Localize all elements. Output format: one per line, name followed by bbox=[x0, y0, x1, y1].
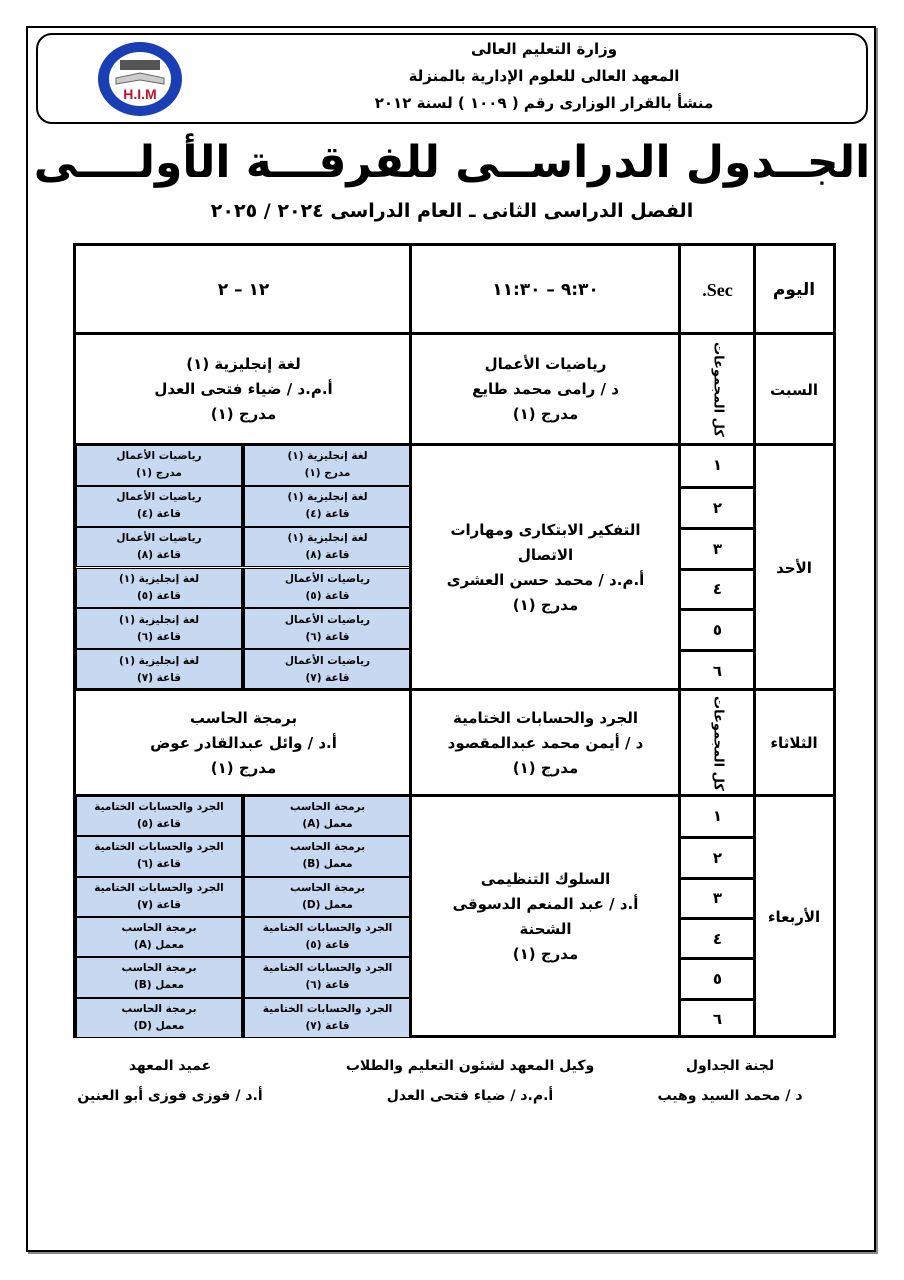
schedule-table bbox=[73, 243, 836, 1038]
signature-name: أ.م.د / ضياء فتحى العدل bbox=[386, 1088, 554, 1104]
group-cell bbox=[244, 998, 411, 1038]
group-cell bbox=[76, 527, 244, 568]
room: قاعة (٥) bbox=[136, 818, 182, 831]
section-number: ٣ bbox=[680, 527, 755, 568]
room: مدرج (١) bbox=[512, 758, 579, 777]
course-name: لغة إنجليزية (١) bbox=[118, 654, 200, 667]
section-number: ٢ bbox=[680, 836, 755, 876]
room: قاعة (٦) bbox=[136, 858, 182, 871]
page-subtitle: الفصل الدراسى الثانى ـ العام الدراسى ٢٠٢٤ / ٢٠٢٥ bbox=[210, 200, 694, 222]
day-tuesday: الثلاثاء bbox=[770, 734, 818, 752]
room: قاعة (٤) bbox=[305, 508, 350, 521]
wednesday-slot1 bbox=[411, 796, 680, 1038]
sunday-slot2-groups bbox=[76, 445, 411, 690]
group-cell bbox=[76, 445, 244, 486]
header-slot2: ١٢ – ٢ bbox=[217, 280, 270, 300]
room: قاعة (٤) bbox=[136, 508, 182, 521]
group-cell bbox=[76, 998, 244, 1038]
course-name: الجرد والحسابات الختامية bbox=[262, 922, 393, 935]
room: قاعة (٨) bbox=[305, 549, 350, 562]
group-cell bbox=[76, 917, 244, 957]
grid-line bbox=[678, 246, 681, 1038]
section-number: ٥ bbox=[680, 957, 755, 997]
course-name: رياضيات الأعمال bbox=[284, 654, 371, 667]
instructor-name-cont: الشحنة bbox=[519, 920, 572, 938]
course-name: رياضيات الأعمال bbox=[116, 450, 202, 463]
course-name: لغة إنجليزية (١) bbox=[287, 491, 368, 504]
day-saturday: السبت bbox=[769, 380, 819, 399]
course-name: برمجة الحاسب bbox=[121, 922, 197, 935]
course-name: رياضيات الأعمال bbox=[116, 532, 202, 545]
room: قاعة (٥) bbox=[305, 589, 350, 602]
course-name: لغة إنجليزية (١) bbox=[287, 532, 368, 545]
room: معمل (A) bbox=[133, 939, 185, 952]
course-name: رياضيات الأعمال bbox=[116, 491, 202, 504]
course-name: السلوك التنظيمى bbox=[480, 870, 611, 888]
sunday-sections bbox=[680, 445, 755, 690]
section-number: ٥ bbox=[680, 608, 755, 649]
room: مدرج (١) bbox=[512, 595, 579, 614]
signature-role: عميد المعهد bbox=[128, 1058, 212, 1074]
instructor-name: أ.م.د / ضياء فتحى العدل bbox=[154, 380, 333, 398]
group-cell bbox=[244, 486, 411, 527]
group-cell bbox=[76, 608, 244, 649]
course-name: برمجة الحاسب bbox=[121, 962, 197, 975]
group-cell bbox=[244, 877, 411, 917]
instructor-name: أ.م.د / محمد حسن العشرى bbox=[446, 570, 645, 589]
course-name: لغة إنجليزية (١) bbox=[118, 613, 200, 626]
group-cell bbox=[244, 649, 411, 690]
group-cell bbox=[244, 568, 411, 609]
group-cell bbox=[76, 836, 244, 876]
room: معمل (D) bbox=[133, 1019, 185, 1032]
course-name: برمجة الحاسب bbox=[189, 708, 298, 727]
room: مدرج (١) bbox=[304, 467, 351, 480]
page-title: الجــدول الدراســى للفرقـــة الأولــــى bbox=[33, 137, 871, 188]
course-name: التفكير الابتكارى ومهارات bbox=[450, 520, 641, 539]
room: قاعة (٧) bbox=[136, 898, 182, 911]
group-cell bbox=[76, 796, 244, 836]
course-name: لغة إنجليزية (١) bbox=[186, 355, 301, 373]
group-cell bbox=[76, 486, 244, 527]
saturday-slot2 bbox=[76, 334, 411, 445]
logo-text: H.I.M bbox=[123, 86, 157, 102]
header-sec: Sec. bbox=[702, 279, 733, 300]
course-name: الجرد والحسابات الختامية bbox=[262, 1002, 393, 1015]
course-name: لغة إنجليزية (١) bbox=[287, 450, 368, 463]
room: قاعة (٦) bbox=[136, 630, 182, 643]
grid-line bbox=[76, 443, 833, 446]
ministry-name: وزارة التعليم العالى bbox=[470, 40, 618, 58]
course-name: الجرد والحسابات الختامية bbox=[262, 962, 393, 975]
signature-vice-dean bbox=[310, 1058, 630, 1104]
room: مدرج (١) bbox=[512, 405, 579, 423]
group-cell bbox=[244, 957, 411, 997]
section-number: ٤ bbox=[680, 568, 755, 609]
room: مدرج (١) bbox=[210, 405, 277, 423]
course-name: رياضيات الأعمال bbox=[484, 355, 607, 373]
course-name: الجرد والحسابات الختامية bbox=[94, 841, 224, 854]
instructor-name: أ.د / وائل عبدالقادر عوض bbox=[150, 733, 337, 752]
grid-line bbox=[76, 332, 833, 335]
room: معمل (B) bbox=[302, 858, 353, 871]
room: قاعة (٦) bbox=[305, 979, 350, 992]
signature-role: وكيل المعهد لشئون التعليم والطلاب bbox=[345, 1058, 595, 1074]
section-number: ١ bbox=[712, 456, 723, 475]
group-cell bbox=[244, 608, 411, 649]
signature-role: لجنة الجداول bbox=[685, 1058, 775, 1074]
tuesday-slot2 bbox=[76, 690, 411, 796]
room: مدرج (١) bbox=[512, 945, 579, 963]
course-name: برمجة الحاسب bbox=[289, 841, 366, 854]
section-number: ٦ bbox=[680, 998, 755, 1038]
grid-line bbox=[409, 246, 412, 1038]
course-name: برمجة الحاسب bbox=[121, 1002, 197, 1015]
grid-line bbox=[76, 794, 833, 797]
decree-line: منشأ بالقرار الوزارى رقم ( ١٠٠٩ ) لسنة ٢٠١٢ bbox=[374, 94, 714, 112]
group-cell bbox=[76, 877, 244, 917]
section-number: ٣ bbox=[680, 877, 755, 917]
room: قاعة (٧) bbox=[305, 1019, 350, 1032]
group-cell bbox=[76, 649, 244, 690]
course-name: برمجة الحاسب bbox=[289, 801, 366, 814]
grid-line bbox=[76, 688, 833, 691]
institute-logo bbox=[96, 40, 184, 118]
section-number: ٢ bbox=[680, 486, 755, 527]
group-cell bbox=[76, 568, 244, 609]
signature-schedules-committee bbox=[620, 1058, 840, 1104]
room: قاعة (٥) bbox=[136, 589, 182, 602]
course-name: الجرد والحسابات الختامية bbox=[94, 881, 224, 894]
header-text bbox=[334, 36, 754, 117]
room: معمل (B) bbox=[133, 979, 185, 992]
day-wednesday: الأربعاء bbox=[767, 908, 821, 926]
wednesday-slot2-groups bbox=[76, 796, 411, 1038]
group-cell bbox=[244, 527, 411, 568]
room: قاعة (٦) bbox=[305, 630, 350, 643]
section-number: ٤ bbox=[680, 917, 755, 957]
course-name: برمجة الحاسب bbox=[289, 881, 366, 894]
tuesday-slot1 bbox=[411, 690, 680, 796]
room: مدرج (١) bbox=[210, 758, 277, 777]
course-name: رياضيات الأعمال bbox=[284, 613, 371, 626]
course-name-cont: الاتصال bbox=[517, 545, 574, 564]
course-name: الجرد والحسابات الختامية bbox=[452, 708, 639, 727]
all-groups-tuesday: كل المجموعات bbox=[710, 695, 726, 791]
group-cell bbox=[244, 836, 411, 876]
room: قاعة (٥) bbox=[305, 939, 350, 952]
room: قاعة (٧) bbox=[136, 671, 182, 684]
instructor-name: أ.د / عبد المنعم الدسوقى bbox=[452, 895, 639, 913]
wednesday-sections bbox=[680, 796, 755, 1038]
institute-name: المعهد العالى للعلوم الإدارية بالمنزلة bbox=[408, 67, 680, 85]
group-cell bbox=[244, 917, 411, 957]
instructor-name: د / رامى محمد طايع bbox=[472, 380, 619, 398]
room: مدرج (١) bbox=[136, 467, 182, 480]
room: معمل (D) bbox=[302, 898, 353, 911]
room: معمل (A) bbox=[302, 818, 353, 831]
group-cell bbox=[76, 957, 244, 997]
course-name: رياضيات الأعمال bbox=[284, 572, 371, 585]
header-day: اليوم bbox=[772, 280, 816, 300]
header-slot1: ٩:٣٠ – ١١:٣٠ bbox=[492, 280, 599, 300]
grid-line bbox=[753, 246, 756, 1038]
group-cell bbox=[244, 445, 411, 486]
signature-name: أ.د / فوزى فوزى أبو العنين bbox=[77, 1088, 263, 1104]
saturday-slot1 bbox=[411, 334, 680, 445]
room: قاعة (٨) bbox=[136, 549, 182, 562]
room: قاعة (٧) bbox=[305, 671, 350, 684]
section-number: ٦ bbox=[680, 649, 755, 690]
course-name: الجرد والحسابات الختامية bbox=[94, 801, 224, 814]
all-groups-saturday: كل المجموعات bbox=[710, 342, 726, 437]
sunday-slot1 bbox=[411, 445, 680, 690]
day-sunday: الأحد bbox=[776, 558, 812, 577]
signature-dean bbox=[60, 1058, 280, 1104]
group-cell bbox=[244, 796, 411, 836]
section-number: ١ bbox=[712, 807, 723, 826]
course-name: لغة إنجليزية (١) bbox=[118, 572, 200, 585]
instructor-name: د / أيمن محمد عبدالمقصود bbox=[447, 733, 644, 752]
signature-name: د / محمد السيد وهيب bbox=[657, 1088, 803, 1104]
